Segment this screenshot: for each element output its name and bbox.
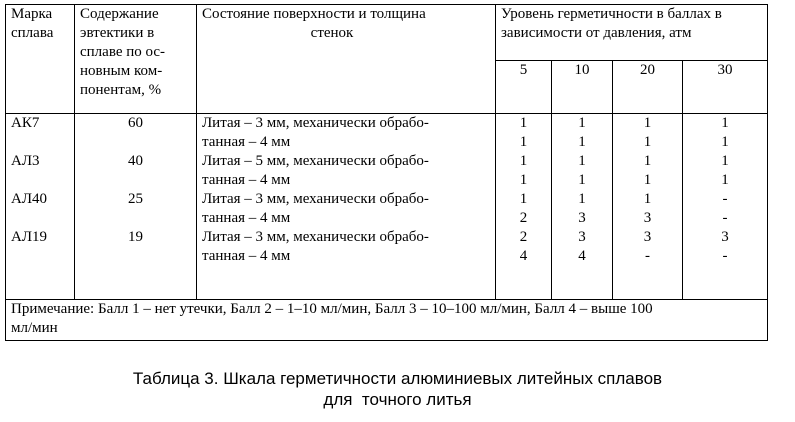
eutectic-cell: 60: [128, 115, 143, 131]
score-cell: 1: [519, 191, 528, 207]
score-cell: 2: [519, 229, 528, 245]
tightness-table: [5, 4, 768, 341]
score-cell: 1: [643, 172, 652, 188]
header-eutectic: [75, 5, 197, 114]
score-cell: 1: [578, 191, 586, 207]
score-cell: 1: [643, 134, 652, 150]
score-cell: 1: [519, 134, 528, 150]
alloy-cell: АЛ19: [11, 229, 48, 245]
eutectic-column: [75, 114, 197, 300]
header-eutectic-line: сплаве по ос-: [80, 44, 166, 60]
score-cell: 1: [578, 134, 586, 150]
table-body-row: [6, 114, 768, 300]
score-cell: -: [722, 248, 728, 264]
surface-cell: Литая – 3 мм, механически обрабо-: [202, 191, 429, 207]
caption-line: для точного литья: [323, 390, 472, 409]
score-cell: -: [645, 248, 650, 264]
score-cell: 1: [578, 172, 586, 188]
eutectic-cell: 25: [128, 191, 143, 207]
score-cell: 1: [578, 115, 586, 131]
score-cell: 1: [519, 153, 528, 169]
surface-cell: танная – 4 мм: [202, 248, 291, 264]
score-cell: 1: [721, 153, 729, 169]
header-alloy-line: сплава: [11, 25, 54, 41]
alloy-cell: АК7: [11, 115, 40, 131]
score-cell: 3: [578, 210, 586, 226]
alloy-column: [6, 114, 75, 300]
alloy-cell: АЛ40: [11, 191, 48, 207]
header-pressure-10: 10: [552, 61, 613, 114]
surface-cell: танная – 4 мм: [202, 134, 291, 150]
score-cell: 2: [519, 210, 528, 226]
header-eutectic-line: понентам, %: [80, 82, 162, 98]
header-tightness: [496, 5, 768, 61]
surface-column: [197, 114, 496, 300]
header-surface: [197, 5, 496, 114]
spacer: [11, 133, 69, 152]
score-cell: -: [722, 210, 728, 226]
header-eutectic-line: эвтектики в: [80, 25, 155, 41]
header-eutectic-line: новным ком-: [80, 63, 163, 79]
score-cell: 3: [643, 210, 652, 226]
header-pressure-30: 30: [683, 61, 768, 114]
eutectic-cell: 40: [128, 153, 143, 169]
score-cell: 1: [721, 172, 729, 188]
header-pressure-5: 5: [496, 61, 552, 114]
score-cell: 1: [643, 153, 652, 169]
spacer: [11, 171, 69, 190]
header-alloy-line: Марка: [11, 6, 53, 22]
header-tightness-line: Уровень герметичности в баллах в: [501, 6, 722, 22]
spacer: [80, 133, 191, 152]
score-cell: 1: [721, 134, 729, 150]
table-caption: [0, 368, 795, 410]
score-cell: 4: [578, 248, 586, 264]
eutectic-cell: 19: [128, 229, 143, 245]
surface-cell: Литая – 5 мм, механически обрабо-: [202, 153, 429, 169]
score-cell: 3: [578, 229, 586, 245]
caption-line: Таблица 3. Шкала герметичности алюминиевых литейных сплавов: [132, 369, 663, 388]
pressure-30-column: [683, 114, 768, 300]
score-cell: -: [722, 191, 728, 207]
pressure-5-column: [496, 114, 552, 300]
surface-cell: Литая – 3 мм, механически обрабо-: [202, 229, 429, 245]
surface-cell: танная – 4 мм: [202, 172, 291, 188]
header-alloy: [6, 5, 75, 114]
header-surface-line: Состояние поверхности и толщина: [202, 6, 426, 22]
score-cell: 1: [721, 115, 729, 131]
table-note: [6, 300, 768, 341]
header-tightness-line: зависимости от давления, атм: [501, 25, 692, 41]
header-surface-line: стенок: [310, 25, 354, 41]
spacer: [11, 209, 69, 228]
note-line: Примечание: Балл 1 – нет утечки, Балл 2 – 1–10 мл/мин, Балл 3 – 10–100 мл/мин, Балл 4 – выше 100: [11, 301, 653, 317]
score-cell: 3: [721, 229, 729, 245]
score-cell: 4: [519, 248, 528, 264]
spacer: [80, 171, 191, 190]
pressure-20-column: [613, 114, 683, 300]
score-cell: 1: [519, 115, 528, 131]
score-cell: 1: [643, 115, 652, 131]
spacer: [80, 209, 191, 228]
alloy-cell: АЛ3: [11, 153, 40, 169]
score-cell: 1: [519, 172, 528, 188]
header-pressure-20: 20: [613, 61, 683, 114]
score-cell: 1: [578, 153, 586, 169]
score-cell: 3: [643, 229, 652, 245]
header-eutectic-line: Содержание: [80, 6, 159, 22]
surface-cell: танная – 4 мм: [202, 210, 291, 226]
surface-cell: Литая – 3 мм, механически обрабо-: [202, 115, 429, 131]
table-container: [5, 4, 768, 341]
score-cell: 1: [643, 191, 652, 207]
note-line: мл/мин: [11, 320, 58, 336]
pressure-10-column: [552, 114, 613, 300]
